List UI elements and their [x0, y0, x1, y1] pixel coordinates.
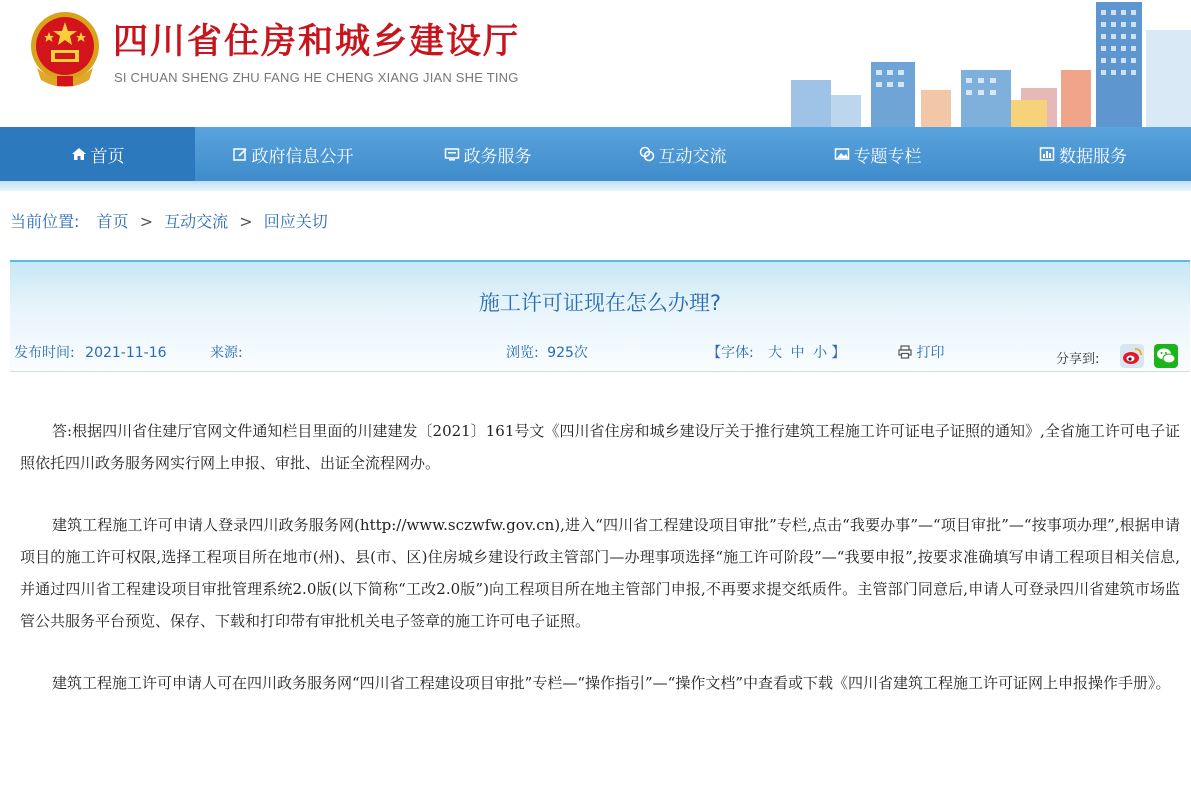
- breadcrumb-separator: >: [239, 212, 253, 231]
- publish-date-value: 2021-11-16: [85, 345, 167, 361]
- nav-item-data-services[interactable]: [975, 127, 1191, 181]
- monitor-icon: [444, 146, 460, 162]
- breadcrumb-link-response[interactable]: 回应关切: [263, 212, 328, 231]
- views-value: 925次: [547, 345, 588, 361]
- share-label: 分享到:: [1056, 352, 1100, 367]
- source: [210, 342, 243, 362]
- article-paragraph: 答:根据四川省住建厅官网文件通知栏目里面的川建建发〔2021〕161号文《四川省住房和城乡建设厅关于推行建筑工程施工许可证电子证照的通知》,全省施工许可电子证照依托四川政务服务网实行网上申报、审批、出证全流程网办。: [20, 422, 1180, 472]
- article-title: 施工许可证现在怎么办理?: [478, 291, 722, 315]
- nav-item-gov-services[interactable]: [390, 127, 585, 181]
- breadcrumb-link-interaction[interactable]: 互动交流: [164, 212, 229, 231]
- font-medium-link[interactable]: 中: [790, 345, 805, 361]
- city-skyline-image: [591, 0, 1191, 127]
- printer-icon: [898, 345, 912, 359]
- print-button[interactable]: [898, 342, 944, 362]
- font-small-link[interactable]: 小: [813, 345, 828, 361]
- national-emblem-icon[interactable]: [27, 10, 103, 88]
- article-paragraph: 建筑工程施工许可申请人登录四川政务服务网(http://www.sczwfw.gov.cn),进入“四川省工程建设项目审批”专栏,点击“我要办事”—“项目审批”—“按事项办理”,根据申请项目的施工许可权限,选择工程项目所在地市(州)、县(市、区)住房城乡建设行政主管部门—办理事项选择“施工许可阶段”—“我要申报”,按要求准确填写申请工程项目相关信息,并通过四川省工程建设项目审批管理系统2.0版(以下简称“工改2.0版”)向工程项目所在地主管部门申报,不再要求提交纸质件。主管部门同意后,申请人可登录四川省建筑市场监管公共服务平台预览、保存、下载和打印带有审批机关电子签章的施工许可电子证照。: [20, 516, 1180, 630]
- chart-icon: [1039, 146, 1055, 162]
- site-subtitle: SI CHUAN SHENG ZHU FANG HE CHENG XIANG JIAN SHE TING: [114, 70, 519, 85]
- nav-item-gov-info[interactable]: [195, 127, 390, 181]
- print-label: 打印: [916, 345, 945, 361]
- font-large-link[interactable]: 大: [768, 345, 783, 361]
- nav-label: 数据服务: [1059, 146, 1127, 167]
- breadcrumb: [10, 209, 328, 232]
- nav-shadow-strip: [0, 181, 1191, 191]
- image-icon: [834, 146, 850, 162]
- publish-date: [14, 342, 167, 362]
- article-header: [10, 260, 1190, 372]
- font-label: 【字体:: [707, 345, 754, 361]
- chat-icon: [639, 146, 655, 162]
- source-label: 来源:: [210, 345, 243, 361]
- nav-label: 政府信息公开: [251, 146, 354, 167]
- article-body: [20, 415, 1180, 729]
- home-icon: [71, 146, 87, 162]
- nav-label: 政务服务: [463, 146, 532, 167]
- breadcrumb-prefix: 当前位置:: [10, 212, 80, 231]
- article-paragraph: 建筑工程施工许可申请人可在四川政务服务网“四川省工程建设项目审批”专栏—“操作指引”—“操作文档”中查看或下载《四川省建筑工程施工许可证网上申报操作手册》。: [52, 674, 1171, 692]
- nav-item-special-topics[interactable]: [780, 127, 975, 181]
- breadcrumb-link-home[interactable]: 首页: [96, 212, 129, 231]
- nav-item-interaction[interactable]: [585, 127, 780, 181]
- weibo-icon[interactable]: [1120, 344, 1144, 368]
- edit-icon: [232, 146, 248, 162]
- wechat-icon[interactable]: [1154, 344, 1178, 368]
- breadcrumb-separator: >: [139, 212, 154, 231]
- nav-item-home[interactable]: [0, 127, 195, 181]
- nav-label: 首页: [90, 146, 125, 167]
- font-size-switcher: [707, 342, 846, 362]
- font-close: 】: [831, 345, 846, 361]
- nav-label: 专题专栏: [853, 146, 922, 167]
- site-title: 四川省住房和城乡建设厅: [113, 21, 521, 62]
- publish-label: 发布时间:: [14, 345, 75, 361]
- nav-label: 互动交流: [658, 146, 727, 167]
- site-header: [0, 0, 1191, 127]
- main-nav: [0, 127, 1191, 181]
- views-label: 浏览:: [506, 345, 539, 361]
- view-count: [506, 342, 588, 362]
